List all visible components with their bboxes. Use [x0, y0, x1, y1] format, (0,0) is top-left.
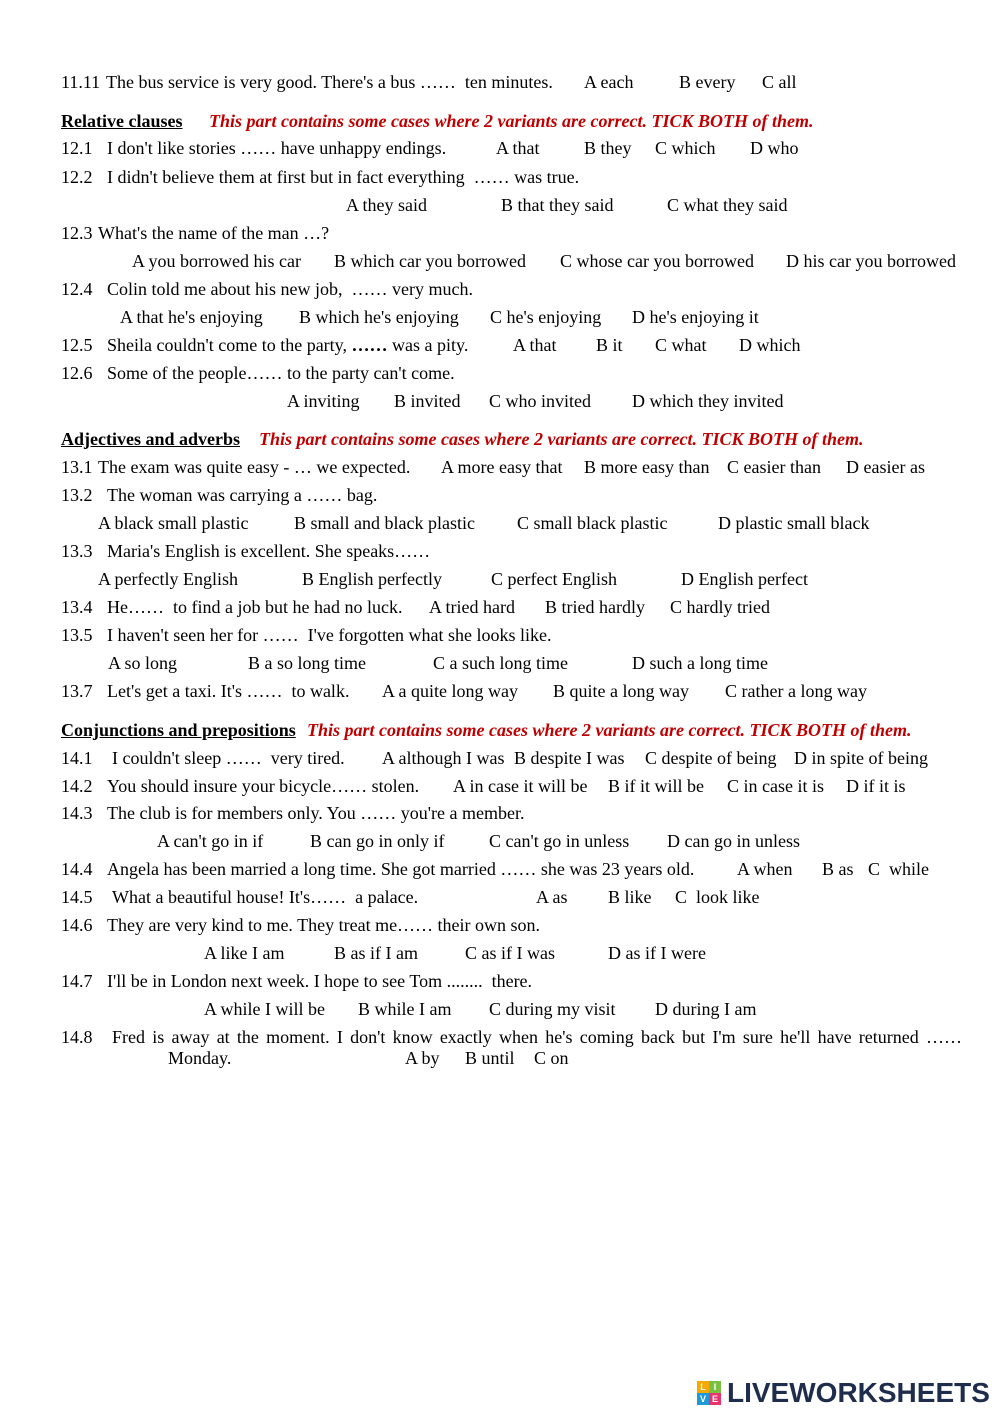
question-14-3	[0, 802, 1000, 824]
question-14-6-options	[0, 942, 1000, 964]
question-stem: Let's get a taxi. It's …… to walk.	[107, 681, 350, 701]
answer-option-b[interactable]: B until	[465, 1048, 515, 1068]
answer-option-d[interactable]: D such a long time	[632, 653, 768, 673]
answer-option-c[interactable]: C rather a long way	[725, 681, 867, 701]
answer-option-b[interactable]: B small and black plastic	[294, 513, 475, 533]
answer-option-c[interactable]: C perfect English	[491, 569, 617, 589]
answer-option-c[interactable]: C as if I was	[465, 943, 555, 963]
answer-option-a[interactable]: A can't go in if	[157, 831, 264, 851]
answer-option-b[interactable]: B as if I am	[334, 943, 418, 963]
answer-option-a[interactable]: A so long	[108, 653, 178, 673]
answer-option-b[interactable]: B despite I was	[514, 748, 625, 768]
question-12-2	[0, 166, 1000, 188]
answer-option-a[interactable]: A that	[496, 138, 540, 158]
answer-option-b[interactable]: B which he's enjoying	[299, 307, 459, 327]
question-13-1	[0, 456, 1000, 478]
answer-option-a[interactable]: A each	[584, 72, 634, 92]
question-13-5-options	[0, 652, 1000, 674]
answer-option-a[interactable]: A while I will be	[204, 999, 325, 1019]
question-number: 14.8	[61, 1027, 93, 1047]
question-11-11	[0, 71, 1000, 93]
question-12-2-options	[0, 194, 1000, 216]
question-12-4	[0, 278, 1000, 300]
answer-option-a[interactable]: A when	[737, 859, 793, 879]
question-12-6-options	[0, 390, 1000, 412]
question-stem: Some of the people…… to the party can't come.	[107, 363, 455, 383]
answer-option-c[interactable]: C who invited	[489, 391, 591, 411]
question-14-8-continued	[0, 1047, 1000, 1069]
answer-option-c[interactable]: C small black plastic	[517, 513, 668, 533]
question-14-4	[0, 858, 1000, 880]
question-13-4	[0, 596, 1000, 618]
answer-option-a[interactable]: A although I was	[382, 748, 505, 768]
answer-option-c[interactable]: C which	[655, 138, 716, 158]
logo-wordmark: LIVEWORKSHEETS	[727, 1377, 990, 1408]
question-stem: Fred is away at the moment. I don't know exactly when he's coming back but I'm sure he'll have returned ……	[112, 1027, 962, 1047]
question-number: 14.5	[61, 887, 93, 907]
question-number: 13.2	[61, 485, 93, 505]
question-number: 12.1	[61, 138, 93, 158]
question-12-3	[0, 222, 1000, 244]
answer-option-c[interactable]: C on	[534, 1048, 569, 1068]
question-stem: Angela has been married a long time. She got married …… she was 23 years old.	[107, 859, 695, 879]
question-stem: Colin told me about his new job, …… very much.	[107, 279, 473, 299]
answer-option-d[interactable]: D during I am	[655, 999, 757, 1019]
answer-option-c[interactable]: C a such long time	[433, 653, 568, 673]
question-number: 12.3	[61, 223, 93, 243]
question-stem: I didn't believe them at first but in fact everything …… was true.	[107, 167, 580, 187]
question-stem: Maria's English is excellent. She speaks……	[107, 541, 431, 561]
section-instruction: This part contains some cases where 2 variants are correct. TICK BOTH of them.	[209, 111, 814, 131]
question-number: 14.3	[61, 803, 93, 823]
answer-option-d[interactable]: D in spite of being	[794, 748, 928, 768]
question-13-7	[0, 680, 1000, 702]
question-14-3-options	[0, 830, 1000, 852]
question-12-4-options	[0, 306, 1000, 328]
section-instruction: This part contains some cases where 2 variants are correct. TICK BOTH of them.	[307, 720, 912, 740]
section-heading: Conjunctions and prepositions	[61, 720, 296, 740]
logo-block-e: E	[709, 1393, 721, 1405]
question-13-2	[0, 484, 1000, 506]
section-conjunctions-prepositions-header	[0, 719, 1000, 741]
logo-block-l: L	[697, 1381, 709, 1393]
question-13-3	[0, 540, 1000, 562]
answer-option-a[interactable]: A black small plastic	[98, 513, 249, 533]
question-13-5	[0, 624, 1000, 646]
question-stem: He…… to find a job but he had no luck.	[107, 597, 403, 617]
answer-option-d[interactable]: D if it is	[846, 776, 906, 796]
answer-option-c[interactable]: C whose car you borrowed	[560, 251, 754, 271]
question-stem: I'll be in London next week. I hope to see Tom ........ there.	[107, 971, 533, 991]
stem-text-before: Sheila couldn't come to the party,	[107, 335, 352, 355]
answer-option-c[interactable]: C while	[868, 859, 929, 879]
question-12-5	[0, 334, 1000, 356]
question-stem: The woman was carrying a …… bag.	[107, 485, 378, 505]
section-heading: Adjectives and adverbs	[61, 429, 240, 449]
answer-option-a[interactable]: A that he's enjoying	[120, 307, 263, 327]
question-stem: What's the name of the man …?	[98, 223, 330, 243]
question-number: 13.3	[61, 541, 93, 561]
liveworksheets-logo-icon	[697, 1381, 721, 1405]
answer-option-c[interactable]: C despite of being	[645, 748, 777, 768]
question-stem: The club is for members only. You …… you're a member.	[107, 803, 525, 823]
answer-option-a[interactable]: A in case it will be	[453, 776, 588, 796]
logo-block-i: I	[709, 1381, 721, 1393]
answer-option-d[interactable]: D which they invited	[632, 391, 784, 411]
answer-option-c[interactable]: C in case it is	[727, 776, 824, 796]
answer-option-b[interactable]: B if it will be	[608, 776, 704, 796]
question-number: 11.11	[61, 72, 101, 92]
answer-option-d[interactable]: D he's enjoying it	[632, 307, 759, 327]
answer-option-c[interactable]: C during my visit	[489, 999, 616, 1019]
question-number: 13.7	[61, 681, 93, 701]
question-number: 12.2	[61, 167, 93, 187]
answer-option-a[interactable]: A more easy that	[441, 457, 563, 477]
answer-option-b[interactable]: B that they said	[501, 195, 614, 215]
question-number: 14.7	[61, 971, 93, 991]
question-12-6	[0, 362, 1000, 384]
answer-option-c[interactable]: C easier than	[727, 457, 821, 477]
question-number: 14.1	[61, 748, 93, 768]
answer-option-d[interactable]: D can go in unless	[667, 831, 800, 851]
answer-option-b[interactable]: B invited	[394, 391, 461, 411]
question-stem: What a beautiful house! It's…… a palace.	[112, 887, 419, 907]
question-stem: The exam was quite easy - … we expected.	[98, 457, 411, 477]
answer-option-d[interactable]: D English perfect	[681, 569, 808, 589]
section-adjectives-adverbs-header	[0, 428, 1000, 450]
question-13-3-options	[0, 568, 1000, 590]
liveworksheets-logo[interactable]	[697, 1379, 990, 1407]
answer-option-d[interactable]: D his car you borrowed	[786, 251, 956, 271]
answer-option-d[interactable]: D easier as	[846, 457, 925, 477]
question-stem: The bus service is very good. There's a bus …… ten minutes.	[106, 72, 553, 92]
stem-text-after: was a pity.	[387, 335, 469, 355]
answer-option-a[interactable]: A inviting	[287, 391, 360, 411]
answer-option-d[interactable]: D plastic small black	[718, 513, 870, 533]
question-stem: I couldn't sleep …… very tired.	[112, 748, 345, 768]
answer-option-b[interactable]: B quite a long way	[553, 681, 689, 701]
answer-option-a[interactable]: A like I am	[204, 943, 285, 963]
question-number: 12.4	[61, 279, 93, 299]
question-number: 13.1	[61, 457, 93, 477]
section-heading: Relative clauses	[61, 111, 183, 131]
question-stem-continued: Monday.	[168, 1048, 232, 1068]
question-14-7-options	[0, 998, 1000, 1020]
question-12-1	[0, 137, 1000, 159]
answer-option-c[interactable]: C what	[655, 335, 707, 355]
question-number: 13.5	[61, 625, 93, 645]
question-14-2	[0, 775, 1000, 797]
answer-option-c[interactable]: C he's enjoying	[490, 307, 602, 327]
answer-option-b[interactable]: B while I am	[358, 999, 452, 1019]
question-stem: I haven't seen her for …… I've forgotten what she looks like.	[107, 625, 552, 645]
answer-option-b[interactable]: B can go in only if	[310, 831, 445, 851]
answer-option-b[interactable]: B like	[608, 887, 652, 907]
answer-option-d[interactable]: D who	[750, 138, 799, 158]
answer-option-b[interactable]: B English perfectly	[302, 569, 442, 589]
answer-option-b[interactable]: B which car you borrowed	[334, 251, 526, 271]
answer-option-d[interactable]: D which	[739, 335, 801, 355]
question-14-8	[0, 1026, 1000, 1048]
answer-option-c[interactable]: C all	[762, 72, 797, 92]
question-number: 13.4	[61, 597, 93, 617]
question-14-6	[0, 914, 1000, 936]
question-stem: They are very kind to me. They treat me…… their own son.	[107, 915, 541, 935]
question-stem: I don't like stories …… have unhappy endings.	[107, 138, 447, 158]
question-12-3-options	[0, 250, 1000, 272]
answer-option-a[interactable]: A you borrowed his car	[132, 251, 301, 271]
question-14-5	[0, 886, 1000, 908]
answer-option-a[interactable]: A perfectly English	[98, 569, 238, 589]
answer-option-b[interactable]: B every	[679, 72, 736, 92]
answer-option-b[interactable]: B as	[822, 859, 854, 879]
question-number: 14.4	[61, 859, 93, 879]
answer-option-a[interactable]: A they said	[346, 195, 427, 215]
question-number: 14.2	[61, 776, 93, 796]
answer-option-d[interactable]: D as if I were	[608, 943, 706, 963]
question-number: 14.6	[61, 915, 93, 935]
section-instruction: This part contains some cases where 2 variants are correct. TICK BOTH of them.	[259, 429, 864, 449]
question-stem: You should insure your bicycle…… stolen.	[107, 776, 420, 796]
answer-option-c[interactable]: C what they said	[667, 195, 788, 215]
answer-option-a[interactable]: A tried hard	[429, 597, 515, 617]
question-14-1	[0, 747, 1000, 769]
answer-option-a[interactable]: A by	[405, 1048, 440, 1068]
answer-option-b[interactable]: B tried hardly	[545, 597, 645, 617]
answer-option-a[interactable]: A as	[536, 887, 568, 907]
answer-option-c[interactable]: C hardly tried	[670, 597, 770, 617]
question-13-2-options	[0, 512, 1000, 534]
question-number: 12.6	[61, 363, 93, 383]
answer-option-c[interactable]: C can't go in unless	[489, 831, 630, 851]
question-14-7	[0, 970, 1000, 992]
answer-option-c[interactable]: C look like	[675, 887, 760, 907]
answer-option-a[interactable]: A that	[513, 335, 557, 355]
answer-option-b[interactable]: B a so long time	[248, 653, 366, 673]
answer-option-a[interactable]: A a quite long way	[382, 681, 518, 701]
answer-option-b[interactable]: B it	[596, 335, 623, 355]
question-number: 12.5	[61, 335, 93, 355]
logo-block-v: V	[697, 1393, 709, 1405]
answer-blank: ……	[351, 335, 388, 355]
question-stem	[107, 334, 468, 356]
answer-option-b[interactable]: B more easy than	[584, 457, 710, 477]
answer-option-b[interactable]: B they	[584, 138, 632, 158]
section-relative-clauses-header	[0, 110, 1000, 132]
